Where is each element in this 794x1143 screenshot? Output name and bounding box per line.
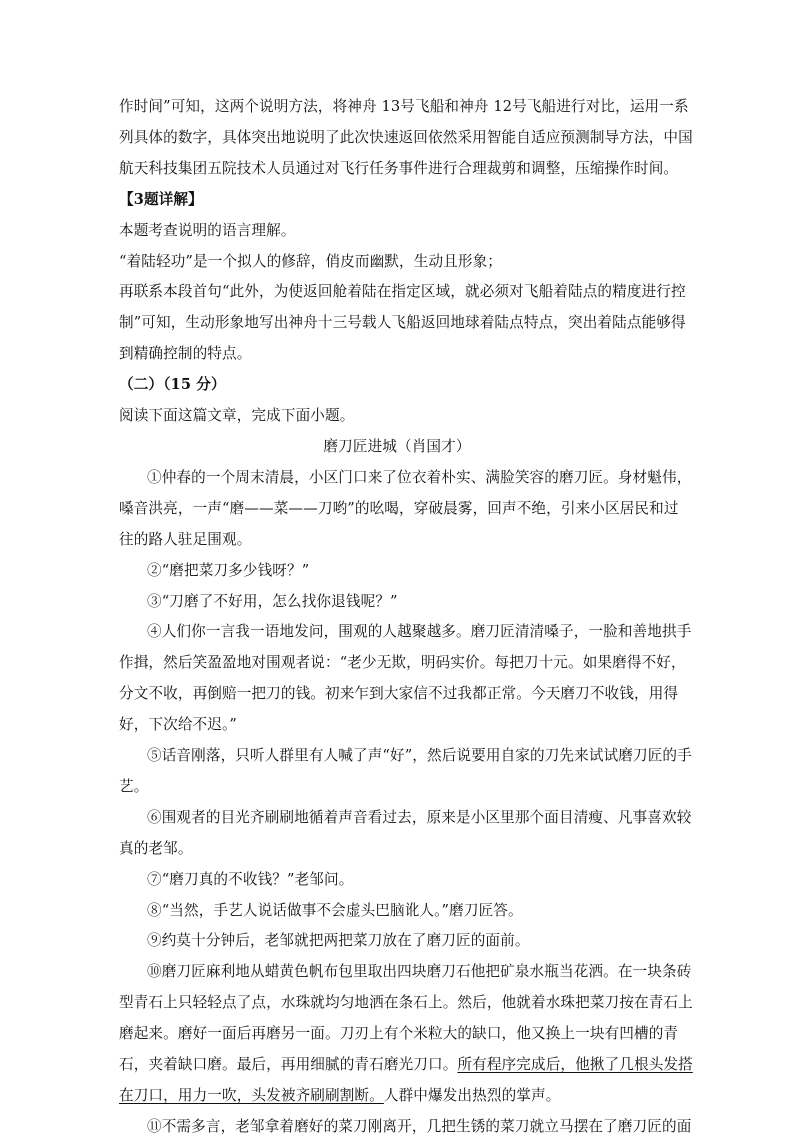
text-line: 作时间”可知，这两个说明方法，将神舟 13号飞船和神舟 12号飞船进行对比，运用一系 bbox=[119, 98, 689, 115]
paragraph-3: ③“刀磨了不好用，怎么找你退钱呢？” bbox=[147, 592, 398, 610]
text-line: 列具体的数字，具体突出地说明了此次快速返回依然采用智能自适应预测制导方法，中国 bbox=[119, 128, 693, 146]
paragraph-4-cont: 分文不收，再倒赔一把刀的钱。初来乍到大家信不过我都正常。今天磨刀不收钱，用得 bbox=[119, 685, 679, 703]
paragraph-6-cont: 真的老邹。 bbox=[119, 839, 193, 857]
paragraph-2: ②“磨把菜刀多少钱呀？” bbox=[147, 561, 310, 579]
paragraph-5: ⑤话音刚落，只听人群里有人喊了声“好”，然后说要用自家的刀先来试试磨刀匠的手 bbox=[147, 747, 692, 765]
underlined-sentence: 在刀口，用力一吹，头发被齐刷刷割断。 bbox=[119, 1087, 384, 1104]
text-segment: 人群中爆发出热烈的掌声。 bbox=[383, 1087, 561, 1104]
text-segment: 石，夹着缺口磨。最后，再用细腻的青石磨光刀口。 bbox=[119, 1056, 458, 1074]
paragraph-4: ④人们你一言我一语地发问，围观的人越聚越多。磨刀匠清清嗓子，一脸和善地拱手 bbox=[147, 623, 692, 641]
paragraph-5-cont: 艺。 bbox=[119, 777, 149, 795]
text-line: 再联系本段首句“此外，为使返回舱着陆在指定区域，就必须对飞船着陆点的精度进行控 bbox=[119, 283, 686, 301]
paragraph-10: ⑩磨刀匠麻利地从蜡黄色帆布包里取出四块磨刀石他把矿泉水瓶当花洒。在一块条砖 bbox=[147, 963, 692, 981]
paragraph-4-cont: 作揖，然后笑盈盈地对围观者说：“老少无欺，明码实价。每把刀十元。如果磨得不好， bbox=[119, 654, 686, 672]
text-line: 制”可知，生动形象地写出神舟十三号载人飞船返回地球着陆点特点，突出着陆点能够得 bbox=[119, 314, 686, 332]
paragraph-7: ⑦“磨刀真的不收钱？”老邹问。 bbox=[147, 870, 354, 888]
article-title: 磨刀匠进城（肖国才） bbox=[323, 437, 471, 455]
paragraph-10-cont: 磨起来。磨好一面后再磨另一面。刀刃上有个米粒大的缺口，他又换上一块有凹槽的青 bbox=[119, 1025, 679, 1043]
paragraph-10-cont bbox=[119, 1050, 693, 1081]
paragraph-1-cont: 嗓音洪亮，一声“磨——菜——刀哟”的吆喝，穿破晨雾，回声不绝，引来小区居民和过 bbox=[119, 499, 679, 517]
paragraph-4-cont: 好，下次给不迟。” bbox=[119, 716, 237, 734]
paragraph-11: ⑪不需多言，老邹拿着磨好的菜刀刚离开，几把生锈的菜刀就立马摆在了磨刀匠的面 bbox=[147, 1117, 692, 1135]
paragraph-8: ⑧“当然，手艺人说话做事不会虚头巴脑讹人。”磨刀匠答。 bbox=[147, 901, 523, 919]
paragraph-10-cont: 型青石上只轻轻点了点，水珠就均匀地洒在条石上。然后，他就着水珠把菜刀按在青石上 bbox=[119, 994, 693, 1012]
text-line: 航天科技集团五院技术人员通过对飞行任务事件进行合理裁剪和调整，压缩操作时间。 bbox=[119, 159, 679, 177]
document-page bbox=[119, 92, 693, 1143]
paragraph-1: ①仲春的一个周末清晨，小区门口来了位衣着朴实、满脸笑容的磨刀匠。身材魁伟， bbox=[147, 468, 692, 486]
paragraph-6: ⑥围观者的目光齐刷刷地循着声音看过去，原来是小区里那个面目清瘦、凡事喜欢较 bbox=[147, 808, 692, 826]
underlined-sentence: 所有程序完成后，他揪了几根头发搭 bbox=[457, 1056, 693, 1074]
text-line: 到精确控制的特点。 bbox=[119, 345, 252, 363]
paragraph-10-cont bbox=[119, 1081, 675, 1112]
paragraph-9: ⑨约莫十分钟后，老邹就把两把菜刀放在了磨刀匠的面前。 bbox=[147, 932, 530, 950]
text-line: 本题考查说明的语言理解。 bbox=[119, 221, 296, 239]
section-heading: （二）（15 分） bbox=[119, 376, 226, 394]
instruction-text: 阅读下面这篇文章，完成下面小题。 bbox=[119, 407, 355, 425]
text-line: “着陆轻功”是一个拟人的修辞，俏皮而幽默，生动且形象； bbox=[119, 252, 503, 270]
paragraph-1-cont: 往的路人驻足围观。 bbox=[119, 530, 252, 548]
question-3-heading: 【3题详解】 bbox=[119, 190, 203, 208]
